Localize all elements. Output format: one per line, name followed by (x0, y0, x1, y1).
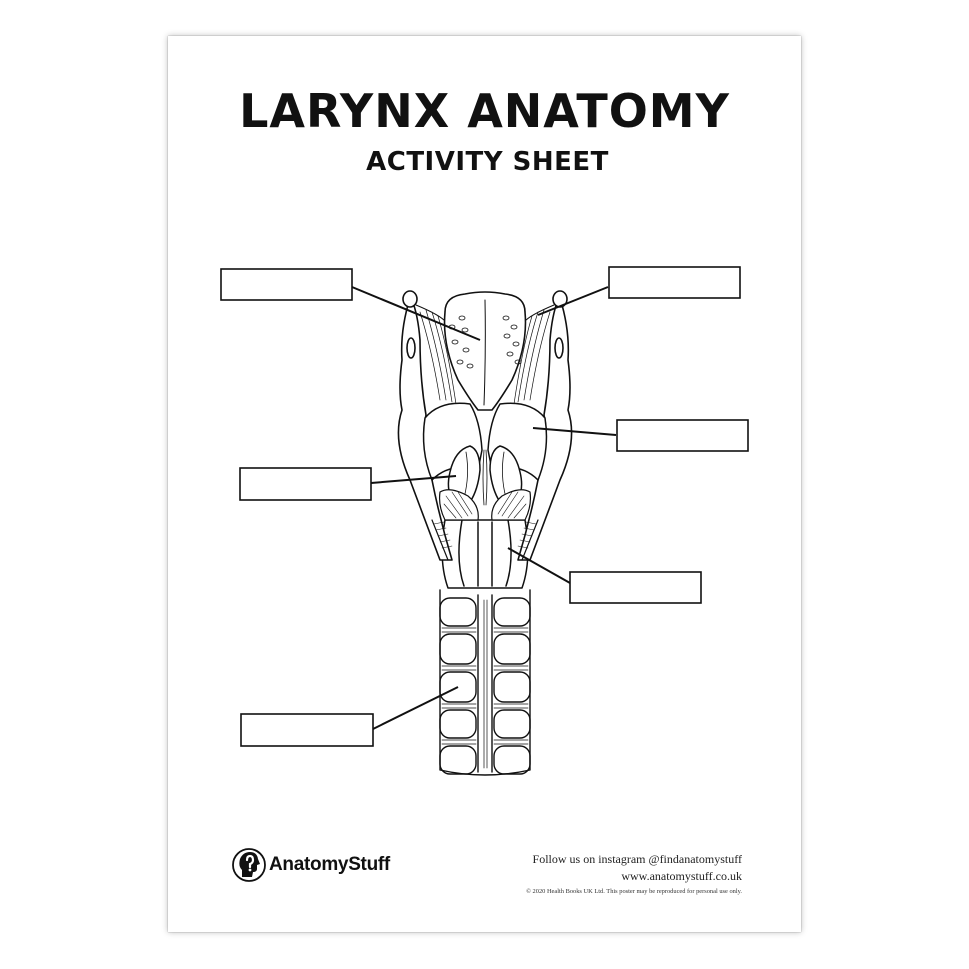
brand-name: AnatomyStuff (269, 854, 390, 875)
website-link[interactable]: www.anatomystuff.co.uk (621, 869, 742, 883)
label-box-left-bottom[interactable] (241, 714, 373, 746)
trachea (440, 590, 530, 775)
copyright-notice: © 2020 Health Books UK Ltd. This poster may be reproduced for personal use only. (526, 888, 742, 895)
label-box-right-lower[interactable] (570, 572, 701, 603)
thyroid-lamina (424, 403, 547, 480)
label-box-left-middle[interactable] (240, 468, 371, 500)
page-subtitle: ACTIVITY SHEET (366, 147, 609, 177)
head-silhouette-icon (232, 846, 266, 884)
label-box-top-left[interactable] (221, 269, 352, 300)
label-box-top-right[interactable] (609, 267, 740, 298)
brand-logo (232, 846, 390, 884)
cricoid-cartilage (442, 520, 528, 588)
instagram-follow-text: Follow us on instagram @findanatomystuff (532, 852, 742, 866)
label-box-right-middle[interactable] (617, 420, 748, 451)
page-title: LARYNX ANATOMY (239, 84, 730, 138)
epiglottis (445, 292, 526, 410)
